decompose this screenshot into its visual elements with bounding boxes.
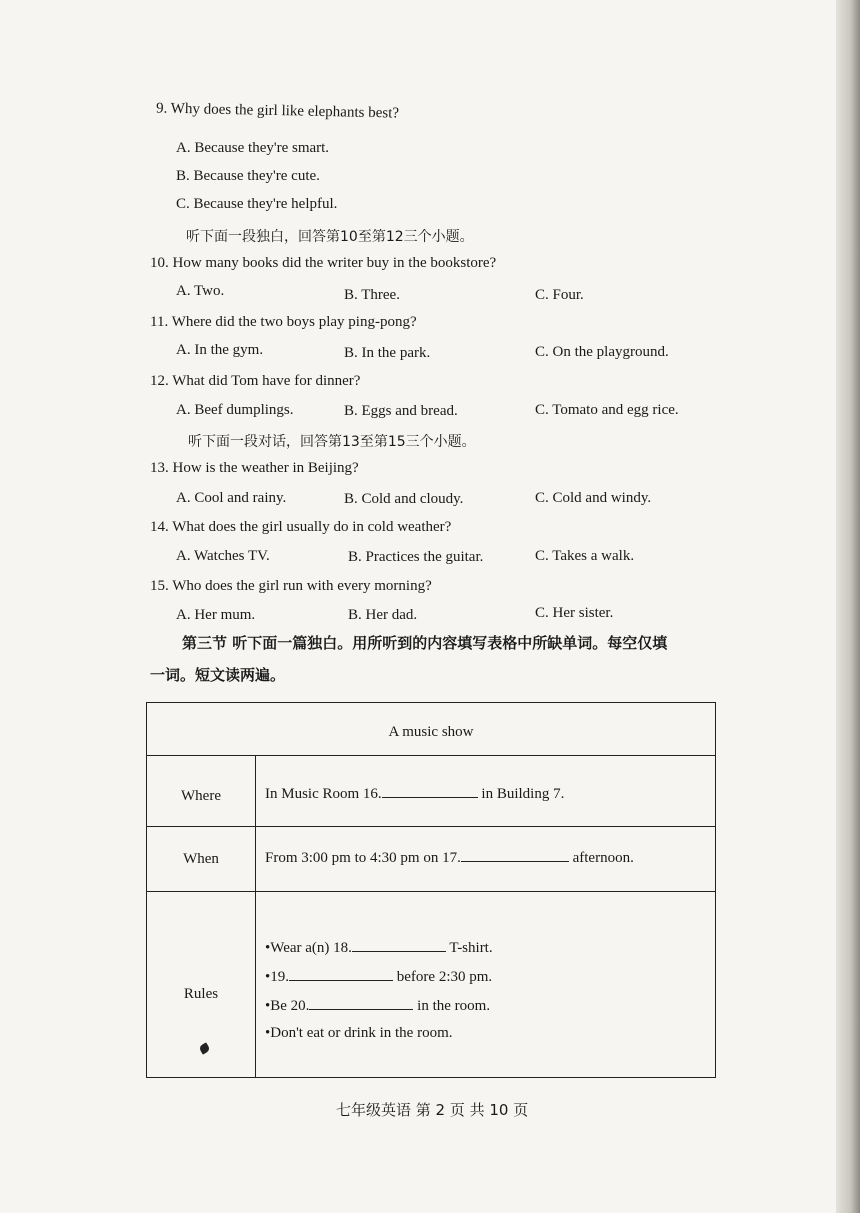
question-text: Where did the two boys play ping-pong?: [171, 314, 417, 330]
when-value: [265, 847, 634, 867]
table-divider: [147, 755, 715, 756]
where-value: [265, 783, 564, 803]
rule-3-text-before: •Be 20.: [265, 998, 310, 1014]
page-footer: 七年级英语 第 2 页 共 10 页: [336, 1101, 529, 1119]
where-label: Where: [181, 788, 221, 804]
blank-18[interactable]: [352, 937, 446, 952]
instruction-dialogue: 听下面一段对话，回答第13至第15三个小题。: [188, 434, 476, 450]
option-15b: B. Her dad.: [348, 607, 418, 623]
when-text-before: From 3:00 pm to 4:30 pm on 17.: [265, 850, 461, 866]
blank-16[interactable]: [382, 783, 478, 798]
instruction-monologue: 听下面一段独白，回答第10至第12三个小题。: [186, 229, 474, 245]
where-text-before: In Music Room 16.: [265, 786, 382, 802]
question-text: Why does the girl like elephants best?: [170, 100, 400, 122]
option-9a: A. Because they're smart.: [176, 140, 330, 156]
option-12b: B. Eggs and bread.: [344, 403, 458, 419]
option-15a: A. Her mum.: [176, 607, 256, 623]
question-text: What does the girl usually do in cold weather?: [172, 519, 452, 535]
question-number: 10.: [150, 255, 169, 271]
blank-17[interactable]: [461, 847, 569, 862]
option-10c: C. Four.: [535, 287, 584, 303]
question-number: 14.: [150, 519, 169, 535]
question-12: [150, 373, 360, 390]
blank-19[interactable]: [289, 966, 393, 981]
question-10: [150, 255, 496, 272]
option-13c: C. Cold and windy.: [535, 490, 652, 506]
rule-2-text-before: •19.: [265, 969, 290, 985]
section3-instruction-line2: 一词。短文读两遍。: [150, 666, 286, 684]
question-number: 11.: [150, 314, 169, 330]
table-divider: [147, 891, 715, 892]
question-number: 12.: [150, 373, 169, 389]
rule-3: [265, 995, 490, 1015]
option-9c: C. Because they're helpful.: [176, 196, 338, 212]
when-label: When: [183, 851, 219, 867]
question-text: How is the weather in Beijing?: [172, 460, 359, 476]
table-title: A music show: [388, 724, 474, 740]
rules-label: Rules: [183, 986, 219, 1002]
question-text: What did Tom have for dinner?: [172, 373, 361, 389]
option-14a: A. Watches TV.: [176, 548, 270, 564]
question-number: 15.: [150, 578, 169, 594]
option-13a: A. Cool and rainy.: [176, 490, 287, 506]
rule-2-text-after: before 2:30 pm.: [396, 969, 493, 985]
option-13b: B. Cold and cloudy.: [344, 491, 464, 507]
option-11c: C. On the playground.: [535, 344, 669, 360]
question-14: [150, 519, 451, 536]
question-number: 13.: [150, 460, 169, 476]
rule-1-text-before: •Wear a(n) 18.: [265, 940, 352, 956]
rule-2: [265, 966, 492, 986]
option-11a: A. In the gym.: [176, 342, 264, 358]
option-9b: B. Because they're cute.: [176, 168, 320, 184]
rule-1-text-after: T-shirt.: [449, 940, 493, 956]
rule-4: •Don't eat or drink in the room.: [265, 1025, 453, 1041]
option-10b: B. Three.: [344, 287, 400, 303]
option-10a: A. Two.: [176, 283, 225, 299]
option-12c: C. Tomato and egg rice.: [535, 402, 679, 418]
table-divider: [147, 826, 715, 827]
question-11: [150, 314, 417, 331]
music-show-table: [146, 702, 716, 1078]
option-14c: C. Takes a walk.: [535, 548, 635, 564]
option-15c: C. Her sister.: [535, 605, 614, 621]
paper-edge-shadow: [836, 0, 860, 1213]
question-text: Who does the girl run with every morning?: [172, 578, 432, 594]
question-text: How many books did the writer buy in the bookstore?: [172, 255, 497, 271]
question-9: [156, 100, 399, 122]
rule-3-text-after: in the room.: [417, 998, 491, 1014]
question-15: [150, 578, 432, 595]
table-column-divider: [255, 755, 256, 1077]
when-text-after: afternoon.: [572, 850, 634, 866]
where-text-after: in Building 7.: [481, 786, 565, 802]
rule-1: [265, 937, 493, 957]
option-12a: A. Beef dumplings.: [176, 402, 294, 418]
question-number: 9.: [155, 100, 168, 117]
section3-instruction-line1: 第三节 听下面一篇独白。用所听到的内容填写表格中所缺单词。每空仅填: [182, 634, 668, 652]
option-14b: B. Practices the guitar.: [348, 549, 484, 565]
option-11b: B. In the park.: [344, 345, 431, 361]
question-13: [150, 460, 359, 477]
blank-20[interactable]: [309, 995, 413, 1010]
